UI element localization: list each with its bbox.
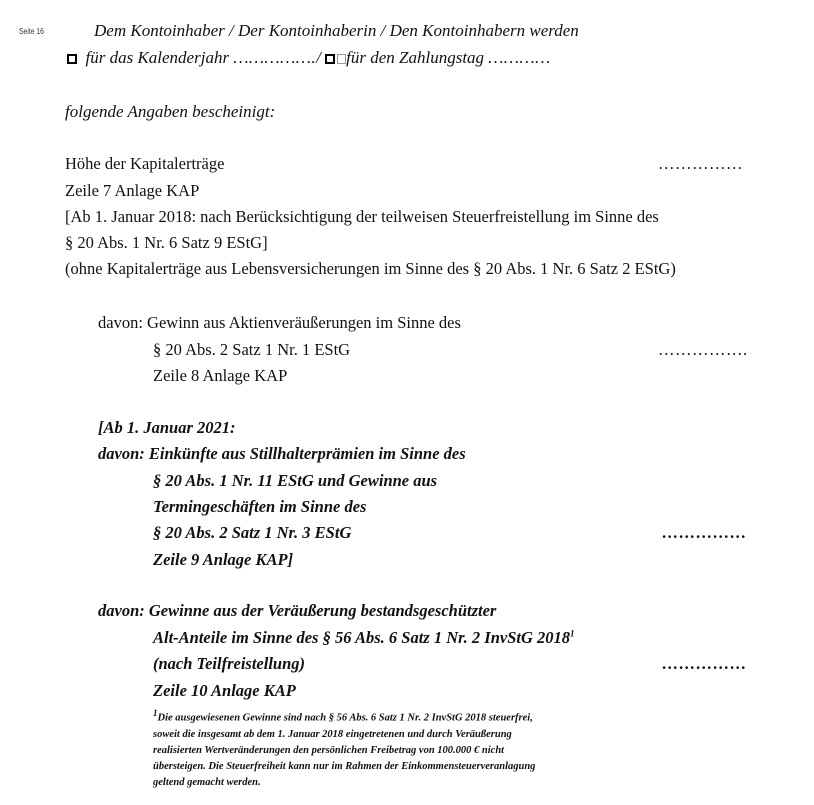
- section3-line-1: [Ab 1. Januar 2021:: [98, 418, 236, 437]
- footnote-line-text: Die ausgewiesenen Gewinne sind nach § 56 Abs. 6 Satz 1 Nr. 2 InvStG 2018 steuerfrei,: [157, 712, 533, 724]
- aktienveraeusserung-value[interactable]: …………….: [658, 340, 748, 359]
- header-line-3: folgende Angaben bescheinigt:: [65, 102, 276, 121]
- alt-anteile-value[interactable]: ……………: [662, 654, 747, 673]
- footnote: [153, 705, 535, 791]
- section3-line-5: § 20 Abs. 2 Satz 1 Nr. 3 EStG: [153, 523, 352, 542]
- payment-day-label: für den Zahlungstag: [346, 48, 485, 67]
- section2-line-1: davon: Gewinn aus Aktienveräußerungen im Sinne des: [98, 313, 461, 332]
- footnote-line: geltend gemacht werden.: [153, 776, 261, 788]
- payment-day-checkbox[interactable]: [325, 54, 335, 64]
- separator: /: [316, 48, 321, 67]
- calendar-year-value[interactable]: …………….: [233, 48, 317, 67]
- footnote-reference: 1: [570, 628, 575, 639]
- footnote-line: [153, 705, 535, 727]
- section4-line-3: (nach Teilfreistellung): [153, 654, 306, 673]
- section4-line-2: [153, 628, 575, 648]
- section3-line-4: Termingeschäften im Sinne des: [153, 497, 367, 516]
- calendar-year-checkbox[interactable]: [67, 54, 77, 64]
- section1-line-5: (ohne Kapitalerträge aus Lebensversicherungen im Sinne des § 20 Abs. 1 Nr. 6 Satz 2 EStG): [65, 259, 676, 278]
- footnote-line: soweit die insgesamt ab dem 1. Januar 2018 eingetretenen und durch Veräußerung: [153, 728, 512, 740]
- section4-line-2-text: Alt-Anteile im Sinne des § 56 Abs. 6 Satz 1 Nr. 2 InvStG 2018: [153, 628, 570, 647]
- section2-line-2: § 20 Abs. 2 Satz 1 Nr. 1 EStG: [153, 340, 351, 359]
- section1-line-2: Zeile 7 Anlage KAP: [65, 181, 200, 200]
- page-label: Seite 16: [19, 27, 44, 36]
- header-options-line: [67, 48, 551, 68]
- stillhalter-value[interactable]: ……………: [662, 523, 747, 542]
- section3-line-6: Zeile 9 Anlage KAP]: [153, 550, 294, 569]
- section1-line-4: § 20 Abs. 1 Nr. 6 Satz 9 EStG]: [65, 233, 268, 252]
- footnote-marker: 1: [153, 708, 158, 718]
- section4-line-4: Zeile 10 Anlage KAP: [153, 681, 296, 700]
- section3-line-2: davon: Einkünfte aus Stillhalterprämien im Sinne des: [98, 444, 466, 463]
- footnote-line: übersteigen. Die Steuerfreiheit kann nur im Rahmen der Einkommensteuerveranlagung: [153, 760, 536, 772]
- section4-line-1: davon: Gewinne aus der Veräußerung bestandsgeschützter: [98, 601, 497, 620]
- footnote-line: realisierten Wertveränderungen den persönlichen Freibetrag von 100.000 € nicht: [153, 744, 505, 756]
- kapitalertraege-title: Höhe der Kapitalerträge: [65, 154, 225, 173]
- kapitalertraege-value[interactable]: ……………: [658, 154, 743, 173]
- calendar-year-label: für das Kalenderjahr: [85, 48, 230, 67]
- header-line-1: Dem Kontoinhaber / Der Kontoinhaberin / Den Kontoinhabern werden: [94, 21, 579, 40]
- payment-day-value[interactable]: …………: [488, 48, 551, 67]
- section3-line-3: § 20 Abs. 1 Nr. 11 EStG und Gewinne aus: [153, 471, 438, 490]
- payment-day-checkbox-placeholder: [337, 54, 346, 64]
- section1-line-3: [Ab 1. Januar 2018: nach Berücksichtigung der teilweisen Steuerfreistellung im Sinne des: [65, 207, 659, 226]
- section2-line-3: Zeile 8 Anlage KAP: [153, 366, 288, 385]
